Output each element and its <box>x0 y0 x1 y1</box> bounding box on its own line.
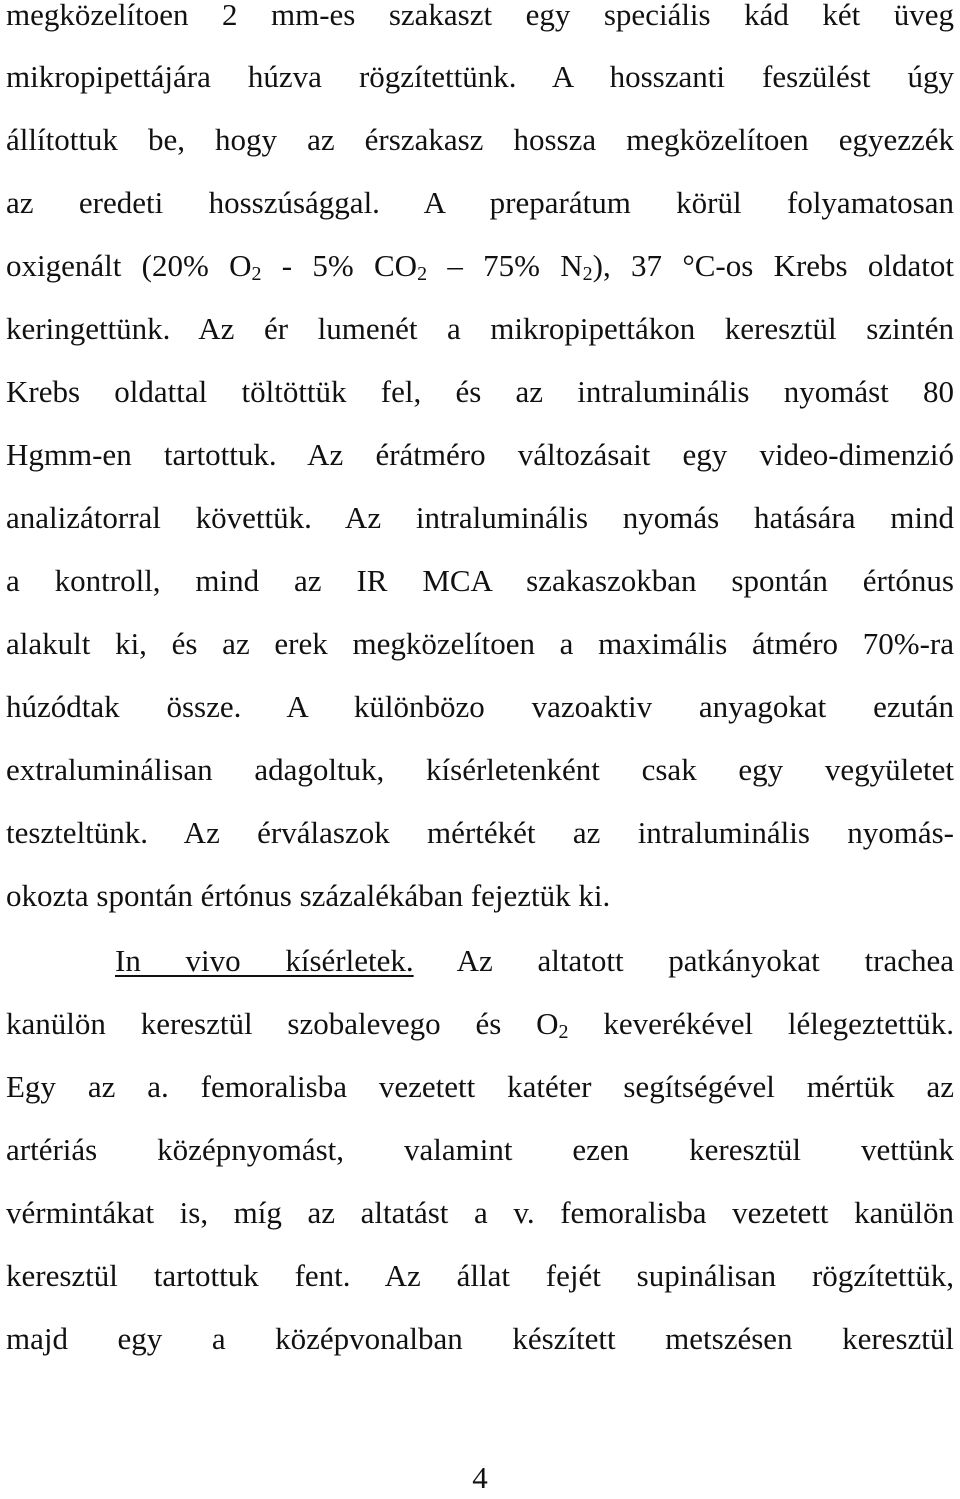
text-line-7: Krebs oldattal töltöttük fel, és az intraluminális nyomást 80 <box>6 374 954 409</box>
text-line-2: mikropipettájára húzva rögzítettünk. A hosszanti feszülést úgy <box>6 59 954 94</box>
text-line-8: Hgmm-en tartottuk. Az érátméro változásait egy video-dimenzió <box>6 437 954 472</box>
text-segment: oxigenált (20% O <box>6 248 252 283</box>
text-line-11: alakult ki, és az erek megközelítoen a maximális átméro 70%-ra <box>6 626 954 661</box>
text-line-1: megközelítoen 2 mm-es szakaszt egy speciális kád két üveg <box>6 0 954 32</box>
subscript: 2 <box>582 263 593 285</box>
text-segment: ), 37 °C-os Krebs oldatot <box>592 248 955 283</box>
text-line-15: okozta spontán értónus százalékában fejeztük ki. <box>6 878 611 913</box>
text-segment: - 5% CO <box>261 248 418 283</box>
text-line-17 <box>6 1004 954 1044</box>
text-segment: – 75% N <box>427 248 583 283</box>
text-line-18: Egy az a. femoralisba vezetett katéter segítségével mértük az <box>6 1069 954 1104</box>
text-line-6: keringettünk. Az ér lumenét a mikropipettákon keresztül szintén <box>6 311 954 346</box>
text-line-10: a kontroll, mind az IR MCA szakaszokban spontán értónus <box>6 563 954 598</box>
text-line-9: analizátorral követtük. Az intraluminális nyomás hatására mind <box>6 500 954 535</box>
subscript: 2 <box>558 1021 569 1043</box>
subscript: 2 <box>251 263 262 285</box>
text-line-4: az eredeti hosszúsággal. A preparátum körül folyamatosan <box>6 185 954 220</box>
section-heading: In vivo kísérletek. <box>115 943 414 978</box>
text-line-14: teszteltünk. Az érválaszok mértékét az intraluminális nyomás- <box>6 815 954 850</box>
text-segment: kanülön keresztül szobalevego és O <box>6 1006 559 1041</box>
text-segment: keverékével lélegeztettük. <box>568 1006 954 1041</box>
text-line-12: húzódtak össze. A különbözo vazoaktiv anyagokat ezután <box>6 689 954 724</box>
page-number: 4 <box>472 1460 488 1495</box>
text-line-20: vérmintákat is, míg az altatást a v. femoralisba vezetett kanülön <box>6 1195 954 1230</box>
subscript: 2 <box>417 263 428 285</box>
text-segment: Az altatott patkányokat trachea <box>413 943 954 978</box>
text-line-5 <box>6 246 954 286</box>
text-line-13: extraluminálisan adagoltuk, kísérletenként csak egy vegyületet <box>6 752 954 787</box>
text-line-16 <box>115 941 954 981</box>
text-line-22: majd egy a középvonalban készített metszésen keresztül <box>6 1321 954 1356</box>
text-line-19: artériás középnyomást, valamint ezen keresztül vettünk <box>6 1132 954 1167</box>
text-line-3: állítottuk be, hogy az érszakasz hossza megközelítoen egyezzék <box>6 122 954 157</box>
text-line-21: keresztül tartottuk fent. Az állat fejét supinálisan rögzítettük, <box>6 1258 954 1293</box>
